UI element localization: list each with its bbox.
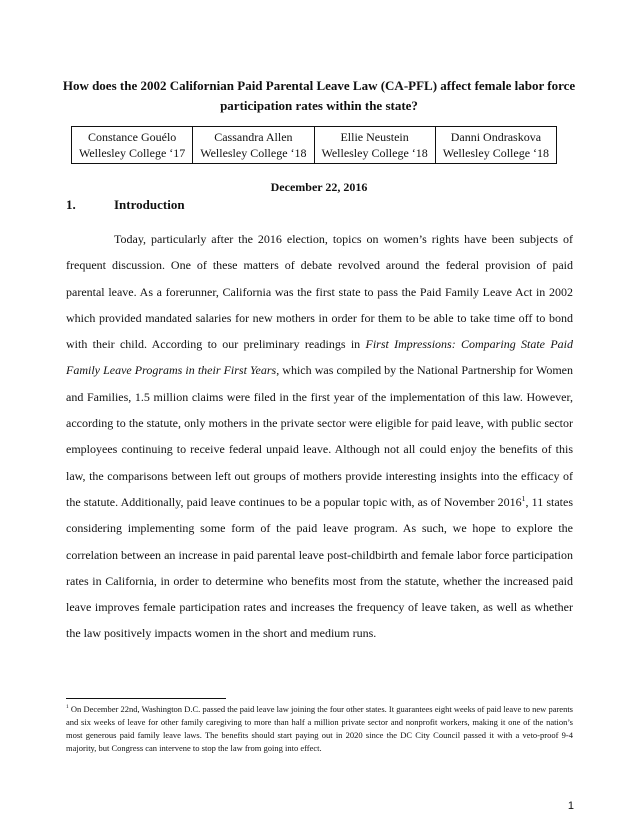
footnote bbox=[66, 703, 573, 755]
footnote-reference[interactable]: 1 bbox=[521, 493, 526, 503]
section-heading: Introduction bbox=[114, 197, 185, 212]
author-name: Cassandra Allen bbox=[214, 130, 293, 144]
author-affiliation: Wellesley College ‘18 bbox=[200, 146, 307, 160]
author-cell bbox=[72, 127, 193, 164]
paper-title: How does the 2002 Californian Paid Parental Leave Law (CA-PFL) affect female labor force participation rates within the state? bbox=[62, 78, 576, 113]
author-cell bbox=[193, 127, 314, 164]
author-name: Ellie Neustein bbox=[340, 130, 409, 144]
page-number: 1 bbox=[567, 800, 574, 812]
author-affiliation: Wellesley College ‘18 bbox=[321, 146, 428, 160]
author-table bbox=[71, 126, 557, 164]
author-name: Danni Ondraskova bbox=[450, 130, 542, 144]
introduction-paragraph bbox=[66, 226, 573, 647]
footnote-divider bbox=[66, 698, 226, 699]
author-affiliation: Wellesley College ‘17 bbox=[78, 146, 186, 160]
footnote-text: On December 22nd, Washington D.C. passed the paid leave law joining the four other states. It guarantees eight weeks of paid leave to new parents and six weeks of leave for other family caregiving to more than half a million private sector and nonprofit workers, making it one of the nation’s most generous paid family leave laws. The benefits should start paying out in 2020 since the DC City Council passed it with a veto-proof 9-4 majority, but Congress can intervene to stop the law from going into effect. bbox=[66, 704, 573, 753]
author-cell bbox=[314, 127, 435, 164]
author-affiliation: Wellesley College ‘18 bbox=[442, 146, 550, 160]
paragraph-text: , which was compiled by the National Partnership for Women and Families, 1.5 million claims were filed in the first year of the implementation of this law. However, according to the statute, only mothers in the private sector were eligible for paid leave, with public sector employees continuing to receive federal unpaid leave. Although not all could enjoy the benefits of this law, the comparisons between left out groups of mothers provide interesting insights into the efficacy of the statute. Additionally, paid leave continues to be a popular topic with, as of November 2016 bbox=[66, 363, 573, 509]
paragraph-text: , 11 states considering implementing some form of the paid leave program. As such, we hope to explore the correlation between an increase in paid parental leave post-childbirth and female labor force participation rates in California, in order to determine who benefits most from the statute, whether the increased paid leave improves female participation rates and increases the frequency of leave taken, as well as whether the law positively impacts women in the short and medium runs. bbox=[66, 494, 574, 641]
author-cell bbox=[435, 127, 556, 164]
paper-date: December 22, 2016 bbox=[270, 180, 368, 194]
introduction-body bbox=[66, 226, 573, 647]
author-name: Constance Gouélo bbox=[87, 130, 177, 144]
paragraph-text: Today, particularly after the 2016 election, topics on women’s rights have been subjects of frequent discussion. One of these matters of debate revolved around the federal provision of paid parental leave. As a forerunner, California was the first state to pass the Paid Family Leave Act in 2002 which provided mandated salaries for new mothers in order for them to be able to take time off to bond with their child. According to our preliminary readings in bbox=[66, 232, 573, 352]
footnote-marker: 1 bbox=[66, 704, 69, 711]
cited-report-title: First Impressions: Comparing State Paid Family Leave Programs in their First Years bbox=[66, 337, 573, 378]
section-number: 1. bbox=[66, 197, 76, 212]
